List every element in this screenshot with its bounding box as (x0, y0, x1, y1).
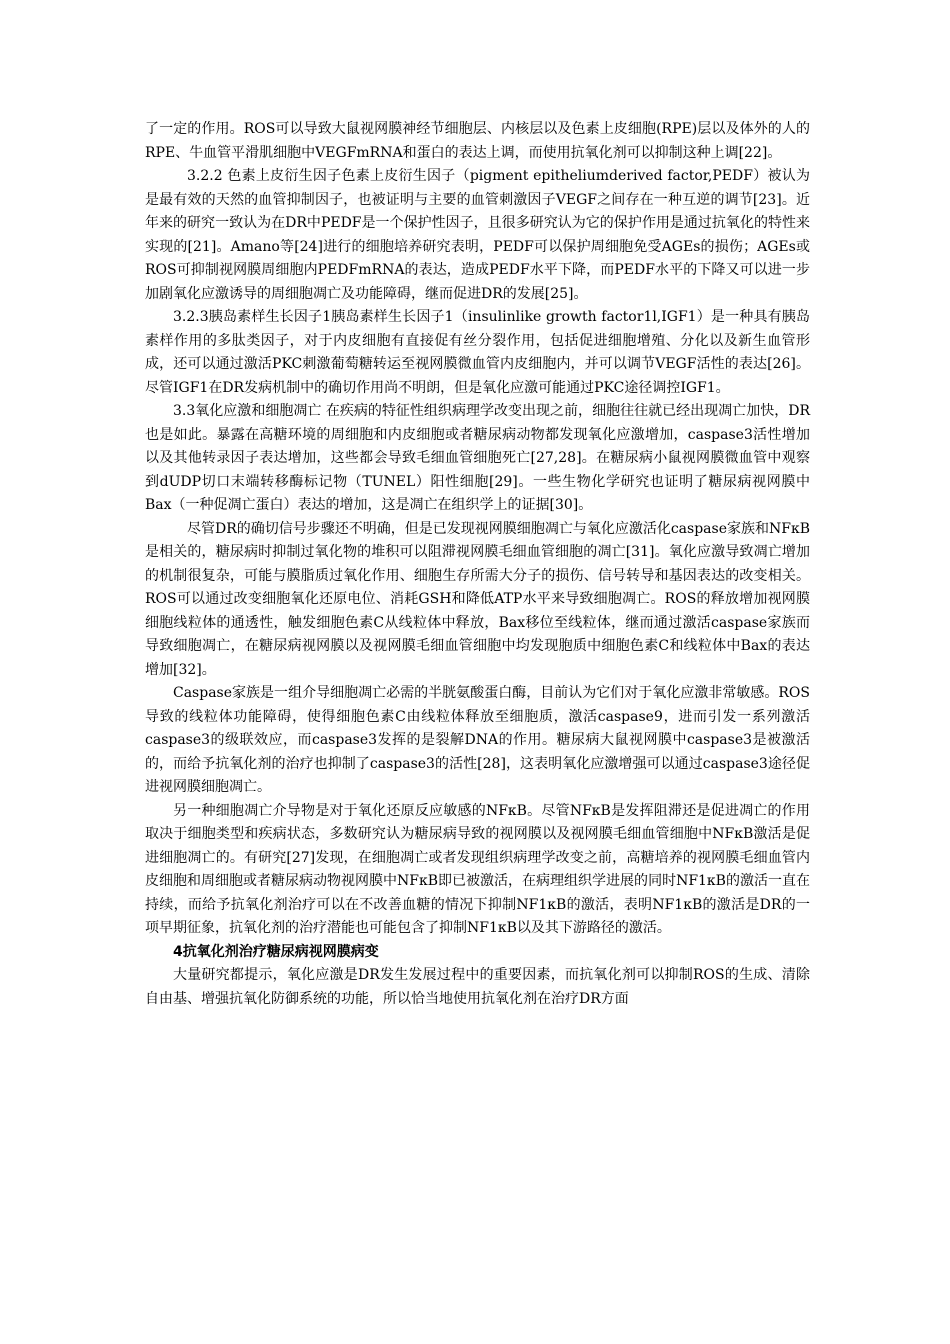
paragraph-igf1: 3.2.3胰岛素样生长因子1胰岛素样生长因子1（insulinlike growth factor1l,IGF1）是一种具有胰岛素样作用的多肽类因子，对于内皮细胞有直接促有丝分裂作用，包括促进细胞增殖、分化以及新生血管形成，还可以通过激活PKC刺激葡萄糖转运至视网膜微血管内皮细胞内，并可以调节VEGF活性的表达[26]。尽管IGF1在DR发病机制中的确切作用尚不明朗，但是氧化应激可能通过PKC途径调控IGF1。 (145, 309, 810, 396)
paragraph-caspase: Caspase家族是一组介导细胞凋亡必需的半胱氨酸蛋白酶，目前认为它们对于氧化应激非常敏感。ROS导致的线粒体功能障碍，使得细胞色素C由线粒体释放至细胞质，激活caspase9，进而引发一系列激活caspase3的级联效应，而caspase3发挥的是裂解DNA的作用。糖尿病大鼠视网膜中caspase3是被激活的，而给予抗氧化剂的治疗也抑制了caspase3的活性[28]，这表明氧化应激增强可以通过caspase3途径促进视网膜细胞凋亡。 (145, 685, 810, 795)
paragraph-final: 大量研究都提示，氧化应激是DR发生发展过程中的重要因素，而抗氧化剂可以抑制ROS的生成、清除自由基、增强抗氧化防御系统的功能，所以恰当地使用抗氧化剂在治疗DR方面 (145, 967, 810, 1007)
paragraph-oxidative-stress-apoptosis: 3.3氧化应激和细胞凋亡 在疾病的特征性组织病理学改变出现之前，细胞往往就已经出现凋亡加快，DR也是如此。暴露在高糖环境的周细胞和内皮细胞或者糖尿病动物都发现氧化应激增加，caspase3活性增加以及其他转录因子表达增加，这些都会导致毛细血管细胞死亡[27,28]。在糖尿病小鼠视网膜微血管中观察到dUDP切口末端转移酶标记物（TUNEL）阳性细胞[29]。一些生物化学研究也证明了糖尿病视网膜中Bax（一种促凋亡蛋白）表达的增加，这是凋亡在组织学上的证据[30]。 (145, 403, 810, 513)
document-page (145, 118, 810, 1011)
paragraph-nfkb: 另一种细胞凋亡介导物是对于氧化还原反应敏感的NFκB。尽管NFκB是发挥阻滞还是促进凋亡的作用取决于细胞类型和疾病状态，多数研究认为糖尿病导致的视网膜以及视网膜毛细血管细胞中NFκB激活是促进细胞凋亡的。有研究[27]发现，在细胞凋亡或者发现组织病理学改变之前，高糖培养的视网膜毛细血管内皮细胞和周细胞或者糖尿病动物视网膜中NFκB即已被激活，在病理组织学进展的同时NF1κB的激活一直在持续，而给予抗氧化剂治疗可以在不改善血糖的情况下抑制NF1κB的激活，表明NF1κB的激活是DR的一项早期征象，抗氧化剂的治疗潜能也可能包含了抑制NF1κB以及其下游路径的激活。 (145, 802, 810, 936)
section-heading: 4抗氧化剂治疗糖尿病视网膜病变 (173, 943, 379, 960)
paragraph-pedf: 3.2.2 色素上皮衍生因子色素上皮衍生因子（pigment epitheliumderived factor,PEDF）被认为是最有效的天然的血管抑制因子，也被证明与主要的血管刺激因子VEGF之间存在一种互逆的调节[23]。近年来的研究一致认为在DR中PEDF是一个保护性因子，且很多研究认为它的保护作用是通过抗氧化的特性来实现的[21]。Amano等[24]进行的细胞培养研究表明，PEDF可以保护周细胞免受AGEs的损伤；AGEs或ROS可抑制视网膜周细胞内PEDFmRNA的表达，造成PEDF水平下降，而PEDF水平的下降又可以进一步加剧氧化应激诱导的周细胞凋亡及功能障碍，继而促进DR的发展[25]。 (145, 168, 810, 302)
paragraph-continuation: 了一定的作用。ROS可以导致大鼠视网膜神经节细胞层、内核层以及色素上皮细胞(RPE)层以及体外的人的RPE、牛血管平滑肌细胞中VEGFmRNA和蛋白的表达上调，而使用抗氧化剂可以抑制这种上调[22]。 (145, 121, 810, 161)
paragraph-signaling: 尽管DR的确切信号步骤还不明确，但是已发现视网膜细胞凋亡与氧化应激活化caspase家族和NFκB是相关的，糖尿病时抑制过氧化物的堆积可以阻滞视网膜毛细血管细胞的凋亡[31]。氧化应激导致凋亡增加的机制很复杂，可能与膜脂质过氧化作用、细胞生存所需大分子的损伤、信号转导和基因表达的改变相关。ROS可以通过改变细胞氧化还原电位、消耗GSH和降低ATP水平来导致细胞凋亡。ROS的释放增加视网膜细胞线粒体的通透性，触发细胞色素C从线粒体中释放，Bax移位至线粒体，继而通过激活caspase家族而导致细胞凋亡，在糖尿病视网膜以及视网膜毛细血管细胞中均发现胞质中细胞色素C和线粒体中Bax的表达增加[32]。 (145, 520, 810, 678)
